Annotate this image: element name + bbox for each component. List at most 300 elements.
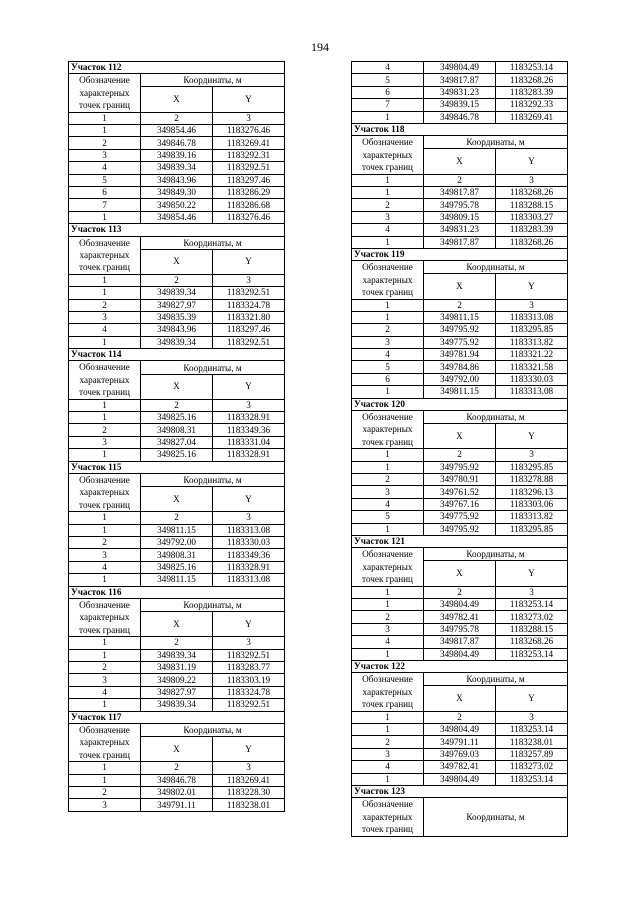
- point-number: 1: [69, 649, 141, 661]
- x-coordinate: 349817.87: [424, 236, 496, 248]
- point-number: 3: [69, 549, 141, 561]
- y-coordinate: 1183228.30: [213, 786, 285, 798]
- section-title-row: [69, 62, 285, 74]
- section-title: Участок 123: [352, 785, 568, 797]
- table-row: [69, 649, 285, 661]
- column-number: 3: [496, 586, 568, 598]
- section-title-row: [352, 535, 568, 547]
- y-coordinate: 1183328.91: [213, 412, 285, 424]
- x-coordinate: 349843.96: [141, 324, 213, 336]
- y-header: Y: [213, 249, 285, 274]
- column-number: 2: [424, 711, 496, 723]
- x-coordinate: 349827.97: [141, 299, 213, 311]
- x-coordinate: 349767.16: [424, 498, 496, 510]
- table-row: [352, 748, 568, 760]
- x-coordinate: 349804.49: [424, 62, 496, 74]
- table-row: [69, 549, 285, 561]
- section-title-row: [69, 586, 285, 598]
- x-coordinate: 349782.41: [424, 611, 496, 623]
- left-coordinates-table: [68, 61, 285, 812]
- table-row: [69, 174, 285, 186]
- section-title: Участок 118: [352, 123, 568, 135]
- section-title: Участок 116: [69, 586, 285, 598]
- table-row: [69, 424, 285, 436]
- section-title-row: [69, 461, 285, 473]
- point-number: 3: [352, 623, 424, 635]
- y-coordinate: 1183303.06: [496, 498, 568, 510]
- column-number: 3: [496, 174, 568, 186]
- column-number: 2: [424, 174, 496, 186]
- x-coordinate: 349854.46: [141, 125, 213, 137]
- y-coordinate: 1183268.26: [496, 636, 568, 648]
- section-title: Участок 112: [69, 62, 285, 74]
- table-row: [352, 186, 568, 198]
- column-number: 1: [352, 299, 424, 311]
- y-coordinate: 1183328.91: [213, 561, 285, 573]
- y-coordinate: 1183292.31: [213, 149, 285, 161]
- point-number: 3: [352, 336, 424, 348]
- y-coordinate: 1183313.08: [213, 574, 285, 586]
- point-number: 1: [69, 524, 141, 536]
- section-title: Участок 117: [69, 711, 285, 723]
- section-title: Участок 119: [352, 248, 568, 260]
- y-header: Y: [213, 737, 285, 762]
- y-coordinate: 1183273.02: [496, 761, 568, 773]
- y-coordinate: 1183278.88: [496, 474, 568, 486]
- point-number: 4: [69, 162, 141, 174]
- table-row: [69, 674, 285, 686]
- y-coordinate: 1183313.08: [496, 311, 568, 323]
- table-row: [352, 498, 568, 510]
- y-coordinate: 1183288.15: [496, 623, 568, 635]
- page-number: 194: [311, 40, 329, 54]
- y-coordinate: 1183295.85: [496, 523, 568, 535]
- x-header: X: [424, 686, 496, 711]
- right-coordinates-table: [351, 61, 568, 837]
- y-coordinate: 1183321.22: [496, 349, 568, 361]
- table-row: [352, 349, 568, 361]
- table-row: [69, 774, 285, 786]
- point-number: 4: [69, 686, 141, 698]
- y-coordinate: 1183313.82: [496, 511, 568, 523]
- x-coordinate: 349839.34: [141, 699, 213, 711]
- y-header: Y: [213, 374, 285, 399]
- column-number: 2: [424, 299, 496, 311]
- table-row: [69, 574, 285, 586]
- table-row: [69, 211, 285, 223]
- point-number: 5: [352, 74, 424, 86]
- y-coordinate: 1183283.77: [213, 661, 285, 673]
- x-coordinate: 349839.34: [141, 162, 213, 174]
- y-header: Y: [496, 149, 568, 174]
- table-row: [352, 461, 568, 473]
- y-coordinate: 1183324.78: [213, 686, 285, 698]
- point-number: 3: [69, 311, 141, 323]
- point-number: 1: [352, 186, 424, 198]
- point-number: 1: [352, 523, 424, 535]
- x-coordinate: 349831.23: [424, 224, 496, 236]
- table-row: [69, 786, 285, 798]
- table-row: [352, 511, 568, 523]
- y-coordinate: 1183269.41: [213, 137, 285, 149]
- point-number: 4: [352, 62, 424, 74]
- y-coordinate: 1183257.89: [496, 748, 568, 760]
- column-number: 2: [141, 399, 213, 411]
- point-number: 1: [69, 574, 141, 586]
- y-coordinate: 1183283.39: [496, 86, 568, 98]
- x-coordinate: 349775.92: [424, 336, 496, 348]
- y-coordinate: 1183313.82: [496, 336, 568, 348]
- y-coordinate: 1183268.26: [496, 236, 568, 248]
- table-row: [352, 474, 568, 486]
- section-title-row: [352, 123, 568, 135]
- column-number-row: [352, 299, 568, 311]
- coordinates-header: Координаты, м: [424, 548, 568, 561]
- table-row: [352, 373, 568, 385]
- header-row: [69, 74, 285, 87]
- point-number: 5: [352, 511, 424, 523]
- point-designation-header: Обозначение характерных точек границ: [69, 723, 141, 761]
- section-title-row: [69, 349, 285, 361]
- column-number-row: [352, 586, 568, 598]
- section-title: Участок 121: [352, 535, 568, 547]
- table-row: [69, 524, 285, 536]
- header-row: [352, 548, 568, 561]
- column-number: 1: [352, 174, 424, 186]
- coordinates-header: Координаты, м: [141, 474, 285, 487]
- x-coordinate: 349839.34: [141, 649, 213, 661]
- table-row: [69, 324, 285, 336]
- table-row: [69, 412, 285, 424]
- point-designation-header: Обозначение характерных точек границ: [352, 411, 424, 449]
- x-coordinate: 349780.91: [424, 474, 496, 486]
- x-coordinate: 349839.34: [141, 336, 213, 348]
- header-row: [69, 598, 285, 611]
- section-title: Участок 122: [352, 660, 568, 672]
- left-column: [68, 61, 285, 812]
- table-row: [69, 311, 285, 323]
- x-coordinate: 349827.04: [141, 436, 213, 448]
- y-coordinate: 1183349.36: [213, 549, 285, 561]
- y-coordinate: 1183303.19: [213, 674, 285, 686]
- point-number: 3: [69, 799, 141, 811]
- y-coordinate: 1183292.33: [496, 99, 568, 111]
- header-row: [352, 673, 568, 686]
- column-number-row: [352, 174, 568, 186]
- table-row: [69, 336, 285, 348]
- y-coordinate: 1183313.08: [496, 386, 568, 398]
- x-coordinate: 349849.30: [141, 186, 213, 198]
- x-header: X: [424, 274, 496, 299]
- column-number: 2: [141, 762, 213, 774]
- x-coordinate: 349831.23: [424, 86, 496, 98]
- point-designation-header: Обозначение характерных точек границ: [352, 798, 424, 836]
- y-coordinate: 1183276.46: [213, 211, 285, 223]
- column-number-row: [352, 449, 568, 461]
- coordinates-header: Координаты, м: [141, 74, 285, 87]
- x-coordinate: 349795.92: [424, 461, 496, 473]
- x-coordinate: 349808.31: [141, 424, 213, 436]
- x-header: X: [141, 249, 213, 274]
- header-row: [352, 261, 568, 274]
- section-title: Участок 114: [69, 349, 285, 361]
- x-coordinate: 349850.22: [141, 199, 213, 211]
- x-coordinate: 349839.34: [141, 287, 213, 299]
- point-number: 6: [69, 186, 141, 198]
- table-row: [69, 436, 285, 448]
- y-coordinate: 1183238.01: [213, 799, 285, 811]
- header-row: [352, 411, 568, 424]
- x-coordinate: 349846.78: [424, 111, 496, 123]
- y-coordinate: 1183286.29: [213, 186, 285, 198]
- y-header: Y: [496, 274, 568, 299]
- header-row: [69, 236, 285, 249]
- y-coordinate: 1183330.03: [213, 537, 285, 549]
- section-title: Участок 120: [352, 398, 568, 410]
- point-number: 2: [69, 537, 141, 549]
- section-title-row: [352, 785, 568, 797]
- column-number-row: [69, 512, 285, 524]
- table-row: [352, 386, 568, 398]
- header-row: [69, 723, 285, 736]
- x-coordinate: 349791.11: [424, 736, 496, 748]
- y-coordinate: 1183269.41: [213, 774, 285, 786]
- y-coordinate: 1183253.14: [496, 62, 568, 74]
- x-coordinate: 349811.15: [141, 524, 213, 536]
- column-number: 1: [69, 637, 141, 649]
- table-row: [352, 224, 568, 236]
- x-coordinate: 349846.78: [141, 137, 213, 149]
- table-row: [352, 636, 568, 648]
- point-number: 3: [352, 486, 424, 498]
- column-number-row: [352, 711, 568, 723]
- coordinates-header: Координаты, м: [424, 136, 568, 149]
- point-number: 2: [69, 424, 141, 436]
- x-header: X: [141, 374, 213, 399]
- y-header: Y: [496, 686, 568, 711]
- point-number: 6: [352, 86, 424, 98]
- point-number: 5: [69, 174, 141, 186]
- y-coordinate: 1183292.51: [213, 699, 285, 711]
- point-number: 1: [69, 449, 141, 461]
- column-number: 3: [213, 274, 285, 286]
- table-row: [352, 336, 568, 348]
- y-coordinate: 1183268.26: [496, 186, 568, 198]
- table-row: [352, 623, 568, 635]
- point-number: 1: [352, 773, 424, 785]
- point-number: 3: [352, 211, 424, 223]
- point-number: 1: [69, 287, 141, 299]
- table-row: [352, 99, 568, 111]
- table-row: [69, 561, 285, 573]
- point-number: 7: [352, 99, 424, 111]
- point-number: 4: [352, 636, 424, 648]
- x-coordinate: 349802.01: [141, 786, 213, 798]
- x-coordinate: 349817.87: [424, 636, 496, 648]
- table-row: [69, 699, 285, 711]
- x-header: X: [424, 424, 496, 449]
- x-header: X: [141, 612, 213, 637]
- y-coordinate: 1183324.78: [213, 299, 285, 311]
- x-coordinate: 349854.46: [141, 211, 213, 223]
- y-coordinate: 1183292.51: [213, 287, 285, 299]
- y-coordinate: 1183297.46: [213, 174, 285, 186]
- column-number-row: [69, 274, 285, 286]
- table-row: [69, 686, 285, 698]
- y-coordinate: 1183286.68: [213, 199, 285, 211]
- x-coordinate: 349817.87: [424, 74, 496, 86]
- point-number: 1: [352, 236, 424, 248]
- table-row: [352, 598, 568, 610]
- point-number: 1: [352, 598, 424, 610]
- y-header: Y: [213, 612, 285, 637]
- header-row: [69, 474, 285, 487]
- x-coordinate: 349775.92: [424, 511, 496, 523]
- point-number: 1: [69, 336, 141, 348]
- x-coordinate: 349809.22: [141, 674, 213, 686]
- x-coordinate: 349804.49: [424, 723, 496, 735]
- column-number-row: [69, 762, 285, 774]
- table-row: [69, 199, 285, 211]
- y-coordinate: 1183321.80: [213, 311, 285, 323]
- column-number: 3: [213, 762, 285, 774]
- x-coordinate: 349825.16: [141, 561, 213, 573]
- point-number: 1: [69, 774, 141, 786]
- table-row: [352, 523, 568, 535]
- point-number: 2: [352, 611, 424, 623]
- y-header: Y: [213, 87, 285, 112]
- point-number: 3: [69, 149, 141, 161]
- table-row: [352, 62, 568, 74]
- point-number: 4: [352, 349, 424, 361]
- section-title-row: [352, 248, 568, 260]
- right-column: [351, 61, 568, 837]
- point-designation-header: Обозначение характерных точек границ: [352, 261, 424, 299]
- y-coordinate: 1183283.39: [496, 224, 568, 236]
- y-header: Y: [496, 561, 568, 586]
- x-coordinate: 349827.97: [141, 686, 213, 698]
- x-coordinate: 349784.86: [424, 361, 496, 373]
- column-number-row: [69, 637, 285, 649]
- table-row: [69, 287, 285, 299]
- y-coordinate: 1183292.51: [213, 336, 285, 348]
- y-coordinate: 1183295.85: [496, 461, 568, 473]
- y-coordinate: 1183331.04: [213, 436, 285, 448]
- point-number: 2: [69, 299, 141, 311]
- y-header: Y: [213, 487, 285, 512]
- point-number: 1: [352, 723, 424, 735]
- table-row: [69, 449, 285, 461]
- coordinates-header: Координаты, м: [424, 261, 568, 274]
- point-number: 2: [69, 661, 141, 673]
- y-coordinate: 1183268.26: [496, 74, 568, 86]
- header-row: [352, 798, 568, 836]
- table-row: [352, 773, 568, 785]
- table-row: [352, 86, 568, 98]
- y-coordinate: 1183273.02: [496, 611, 568, 623]
- section-title: Участок 115: [69, 461, 285, 473]
- point-designation-header: Обозначение характерных точек границ: [352, 673, 424, 711]
- table-row: [352, 211, 568, 223]
- x-coordinate: 349809.15: [424, 211, 496, 223]
- point-designation-header: Обозначение характерных точек границ: [69, 74, 141, 112]
- point-number: 4: [352, 761, 424, 773]
- point-number: 1: [352, 111, 424, 123]
- x-coordinate: 349781.94: [424, 349, 496, 361]
- table-row: [352, 324, 568, 336]
- table-row: [352, 648, 568, 660]
- point-number: 1: [69, 699, 141, 711]
- table-row: [69, 125, 285, 137]
- table-row: [69, 137, 285, 149]
- point-designation-header: Обозначение характерных точек границ: [69, 598, 141, 636]
- x-header: X: [424, 561, 496, 586]
- point-number: 4: [352, 498, 424, 510]
- coordinates-header: Координаты, м: [424, 673, 568, 686]
- x-coordinate: 349825.16: [141, 412, 213, 424]
- point-number: 3: [352, 748, 424, 760]
- column-number: 3: [496, 449, 568, 461]
- coordinates-header: Координаты, м: [424, 798, 568, 836]
- table-row: [352, 111, 568, 123]
- section-title: Участок 113: [69, 224, 285, 236]
- y-coordinate: 1183313.08: [213, 524, 285, 536]
- column-number: 1: [69, 512, 141, 524]
- point-number: 4: [69, 324, 141, 336]
- y-coordinate: 1183349.36: [213, 424, 285, 436]
- y-coordinate: 1183253.14: [496, 773, 568, 785]
- point-number: 2: [352, 736, 424, 748]
- x-coordinate: 349817.87: [424, 186, 496, 198]
- column-number: 1: [69, 762, 141, 774]
- point-number: 7: [69, 199, 141, 211]
- column-number: 3: [213, 637, 285, 649]
- point-number: 2: [69, 137, 141, 149]
- x-header: X: [141, 737, 213, 762]
- table-row: [352, 723, 568, 735]
- column-number: 2: [141, 637, 213, 649]
- column-number: 3: [496, 711, 568, 723]
- table-row: [352, 761, 568, 773]
- column-number: 2: [141, 112, 213, 124]
- x-header: X: [141, 87, 213, 112]
- column-number: 1: [69, 112, 141, 124]
- x-coordinate: 349825.16: [141, 449, 213, 461]
- x-header: X: [424, 149, 496, 174]
- column-number: 3: [496, 299, 568, 311]
- x-coordinate: 349804.49: [424, 773, 496, 785]
- y-coordinate: 1183253.14: [496, 598, 568, 610]
- column-number-row: [69, 399, 285, 411]
- table-row: [69, 537, 285, 549]
- x-coordinate: 349831.19: [141, 661, 213, 673]
- x-coordinate: 349811.15: [141, 574, 213, 586]
- column-number-row: [69, 112, 285, 124]
- column-number: 3: [213, 112, 285, 124]
- point-number: 1: [69, 125, 141, 137]
- x-coordinate: 349839.15: [424, 99, 496, 111]
- x-coordinate: 349811.15: [424, 311, 496, 323]
- y-coordinate: 1183295.85: [496, 324, 568, 336]
- point-number: 6: [352, 373, 424, 385]
- x-coordinate: 349795.92: [424, 523, 496, 535]
- x-coordinate: 349835.39: [141, 311, 213, 323]
- y-coordinate: 1183296.13: [496, 486, 568, 498]
- column-number: 2: [141, 512, 213, 524]
- point-number: 3: [69, 674, 141, 686]
- point-number: 3: [69, 436, 141, 448]
- x-coordinate: 349792.00: [424, 373, 496, 385]
